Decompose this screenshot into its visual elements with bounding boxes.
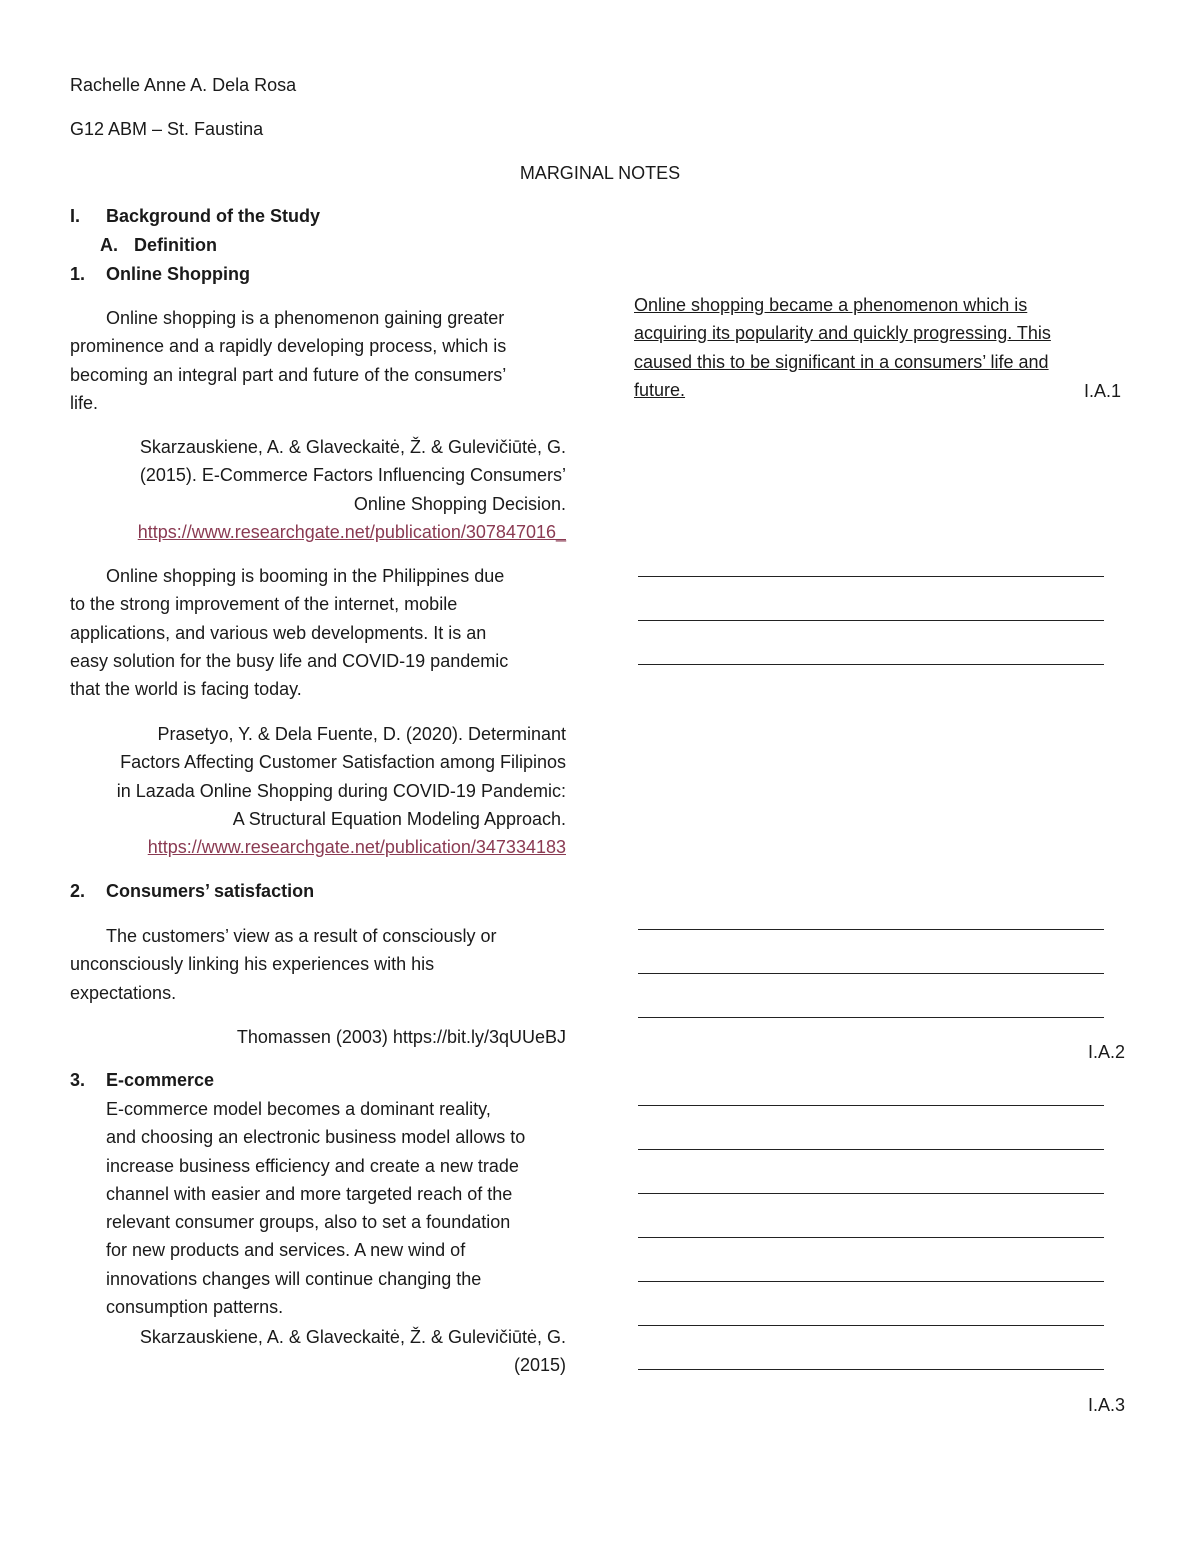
section-heading: Online Shopping [106,264,250,284]
paragraph-line: increase business efficiency and create a new trade [106,1155,519,1176]
citation-line: (2015) [513,1355,566,1376]
citation [66,720,566,861]
paragraph-line: relevant consumer groups, also to set a foundation [106,1212,511,1233]
citation [66,1323,566,1380]
citation-line: in Lazada Online Shopping during COVID-19 Pandemic: [116,780,566,801]
blank-line [638,1237,1104,1238]
citation-line: (2015). E-Commerce Factors Influencing Consumers’ [139,465,566,486]
section-heading: Consumers’ satisfaction [106,881,315,901]
blank-line [638,664,1104,665]
blank-line [638,1369,1104,1370]
sub-letter: A. [100,235,118,255]
citation-line: Online Shopping Decision. [353,493,566,514]
citation [66,433,566,546]
blank-line [638,973,1104,974]
paragraph-line: The customers’ view as a result of consciously or [106,926,497,946]
paragraph-line: Online shopping is a phenomenon gaining greater [106,308,505,328]
paragraph [70,922,570,1007]
page-title: MARGINAL NOTES [519,163,681,183]
paragraph-line: E-commerce model becomes a dominant reality, [106,1099,491,1119]
paragraph-line: innovations changes will continue changing the [106,1268,482,1289]
part-title: Background of the Study [106,206,321,226]
paragraph [70,562,570,703]
blank-line [638,620,1104,621]
citation-line: Skarzauskiene, A. & Glaveckaitė, Ž. & Gulevičiūtė, G. [139,437,566,457]
paragraph [70,304,570,417]
margin-note-line: caused this to be significant in a consumers’ life and [634,351,1049,372]
blank-line [638,1149,1104,1150]
blank-line [638,1325,1104,1326]
margin-note-line: acquiring its popularity and quickly progressing. This [634,323,1051,344]
section-heading: E-commerce [106,1070,215,1090]
section-number: 2. [70,881,86,901]
section-number: 3. [70,1070,86,1090]
paragraph-line: prominence and a rapidly developing process, which is [70,336,507,357]
paragraph-line: channel with easier and more targeted reach of the [106,1183,513,1204]
paragraph-line: Online shopping is booming in the Philippines due [106,566,505,586]
paragraph-line: that the world is facing today. [70,679,302,700]
class-section: G12 ABM – St. Faustina [70,119,264,139]
paragraph-line: easy solution for the busy life and COVID-19 pandemic [70,650,509,671]
blank-line [638,1017,1104,1018]
paragraph-line: for new products and services. A new wind of [106,1240,466,1261]
citation-line: A Structural Equation Modeling Approach. [232,808,566,829]
blank-line [638,1105,1104,1106]
paragraph-line: unconsciously linking his experiences with his [70,954,435,975]
paragraph-line: applications, and various web developments. It is an [70,622,487,643]
paragraph-line: becoming an integral part and future of the consumers’ [70,364,507,385]
blank-line [638,929,1104,930]
sub-title: Definition [134,235,217,255]
note-tag: I.A.2 [1088,1042,1126,1062]
blank-line [638,1193,1104,1194]
paragraph-line: to the strong improvement of the internet, mobile [70,594,458,615]
margin-note-line: Online shopping became a phenomenon which is [634,295,1028,315]
part-number: I. [70,206,81,226]
note-tag: I.A.1 [1084,381,1122,401]
paragraph-line: consumption patterns. [106,1297,284,1318]
paragraph-line: life. [70,392,99,413]
citation-line: Thomassen (2003) https://bit.ly/3qUUeBJ [236,1027,566,1047]
paragraph-line: and choosing an electronic business model allows to [106,1127,526,1148]
paragraph-line: expectations. [70,982,177,1003]
section-number: 1. [70,264,86,284]
paragraph [106,1095,576,1321]
citation-link[interactable]: https://www.researchgate.net/publication/347334183 [147,837,566,858]
blank-line [638,1281,1104,1282]
margin-note-line: future. [634,379,686,400]
citation-line: Prasetyo, Y. & Dela Fuente, D. (2020). Determinant [157,724,566,744]
citation-link[interactable]: https://www.researchgate.net/publication/307847016_ [137,521,566,542]
margin-note [634,291,1114,404]
blank-line [638,576,1104,577]
note-tag: I.A.3 [1088,1395,1126,1415]
citation-line: Factors Affecting Customer Satisfaction among Filipinos [120,752,566,773]
citation-line: Skarzauskiene, A. & Glaveckaitė, Ž. & Gulevičiūtė, G. [139,1327,566,1347]
author-name: Rachelle Anne A. Dela Rosa [70,75,297,95]
